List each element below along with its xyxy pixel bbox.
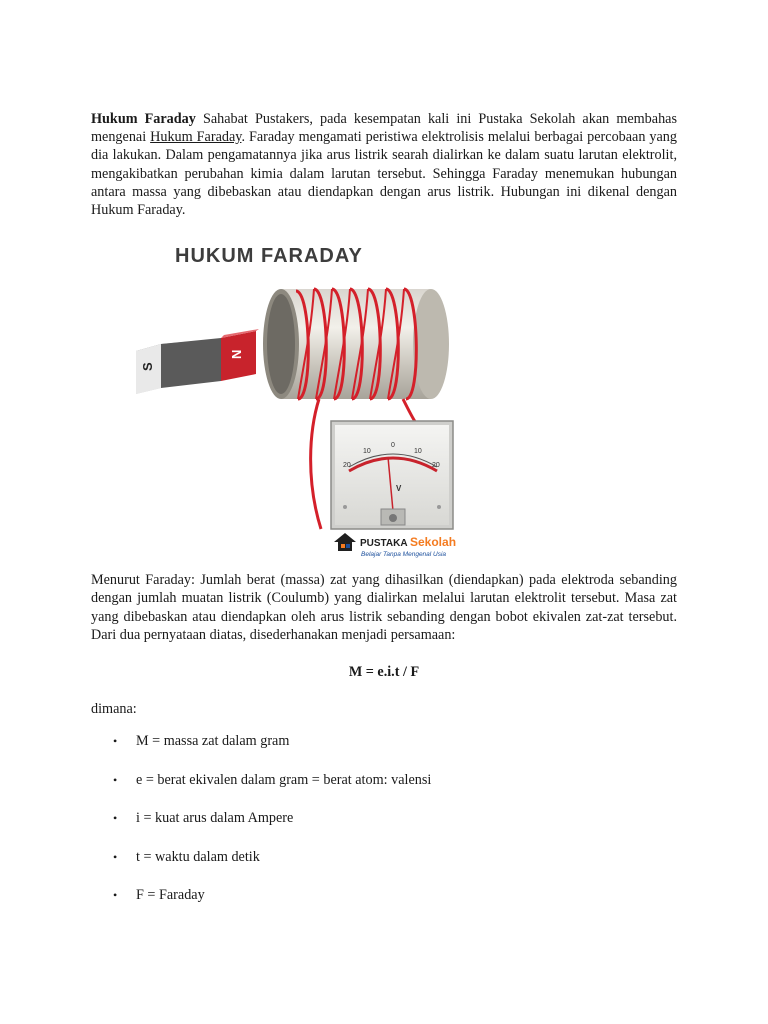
pustaka-sekolah-logo (334, 533, 456, 558)
definition-text: i = kuat arus dalam Ampere (136, 810, 294, 827)
bullet-icon: • (113, 811, 118, 826)
magnet-s-label: S (140, 362, 155, 372)
intro-text-before-link: Sahabat Pustakers, pada kesempatan kali ini Pustaka Sekolah akan membahas mengenai (91, 111, 677, 146)
house-icon (334, 533, 356, 551)
logo-pustaka: PUSTAKA (360, 538, 408, 550)
bar-magnet (136, 329, 259, 394)
faraday-formula: M = e.i.t / F (348, 664, 420, 681)
intro-bold-lead: Hukum Faraday (91, 111, 196, 127)
bullet-icon: • (113, 734, 118, 749)
definition-text: M = massa zat dalam gram (136, 733, 290, 750)
hukum-faraday-link[interactable]: Hukum Faraday (150, 129, 242, 146)
bullet-icon: • (113, 888, 118, 903)
definition-text: t = waktu dalam detik (136, 848, 260, 865)
magnet-n-label: N (229, 349, 244, 360)
definition-item (91, 848, 677, 887)
faraday-law-paragraph: Menurut Faraday: Jumlah berat (massa) zat yang dihasilkan (diendapkan) pada elektroda sebanding dengan jumlah muatan listrik (Coulumb) yang dialirkan melalui larutan elektrolit tersebut. Masa zat yang dibebaskan atau diendapkan oleh arus listrik sebanding dengan bobot ekivalen zat-zat tersebut. Dari dua pernyataan diatas, disederhanakan menjadi persamaan: (91, 572, 677, 643)
document-page (91, 110, 677, 925)
variable-definitions-list (91, 732, 677, 925)
faraday-diagram (91, 231, 677, 571)
intro-paragraph (91, 110, 677, 219)
meter-tick-1: 20 (343, 462, 351, 470)
meter-tick-3: 0 (391, 442, 395, 450)
magnet-body (161, 338, 221, 388)
bullet-icon: • (113, 772, 118, 787)
coil-cylinder (263, 289, 449, 399)
definition-text: F = Faraday (136, 887, 205, 904)
figure-title: HUKUM FARADAY (175, 245, 363, 268)
definition-text: e = berat ekivalen dalam gram = berat atom: valensi (136, 771, 432, 788)
definition-item (91, 732, 677, 771)
meter-tick-4: 10 (414, 448, 422, 456)
where-label: dimana: (91, 701, 137, 718)
definition-item (91, 771, 677, 810)
bullet-icon: • (113, 849, 118, 864)
definition-item (91, 886, 677, 925)
meter-tick-2: 10 (363, 448, 371, 456)
intro-text-after-link: . Faraday mengamati peristiwa elektrolisis melalui berbagai percobaan yang dia lakukan. Dalam pengamatannya jika arus listrik searah dialirkan ke dalam suatu larutan elektrolit, mengakibatkan perubahan kimia dalam larutan tersebut. Sehingga Faraday menemukan hubungan antara massa yang dibebaskan atau diendapkan dengan arus listrik. Hubungan ini dikenal dengan Hukum Faraday. (91, 129, 677, 219)
meter-unit-label: V (396, 484, 402, 494)
voltmeter (331, 421, 453, 529)
meter-tick-5: 20 (432, 462, 440, 470)
logo-sekolah: Sekolah (410, 535, 457, 550)
faraday-illustration (91, 231, 677, 571)
logo-tagline: Belajar Tanpa Mengenal Usia (361, 551, 447, 559)
definition-item (91, 809, 677, 848)
